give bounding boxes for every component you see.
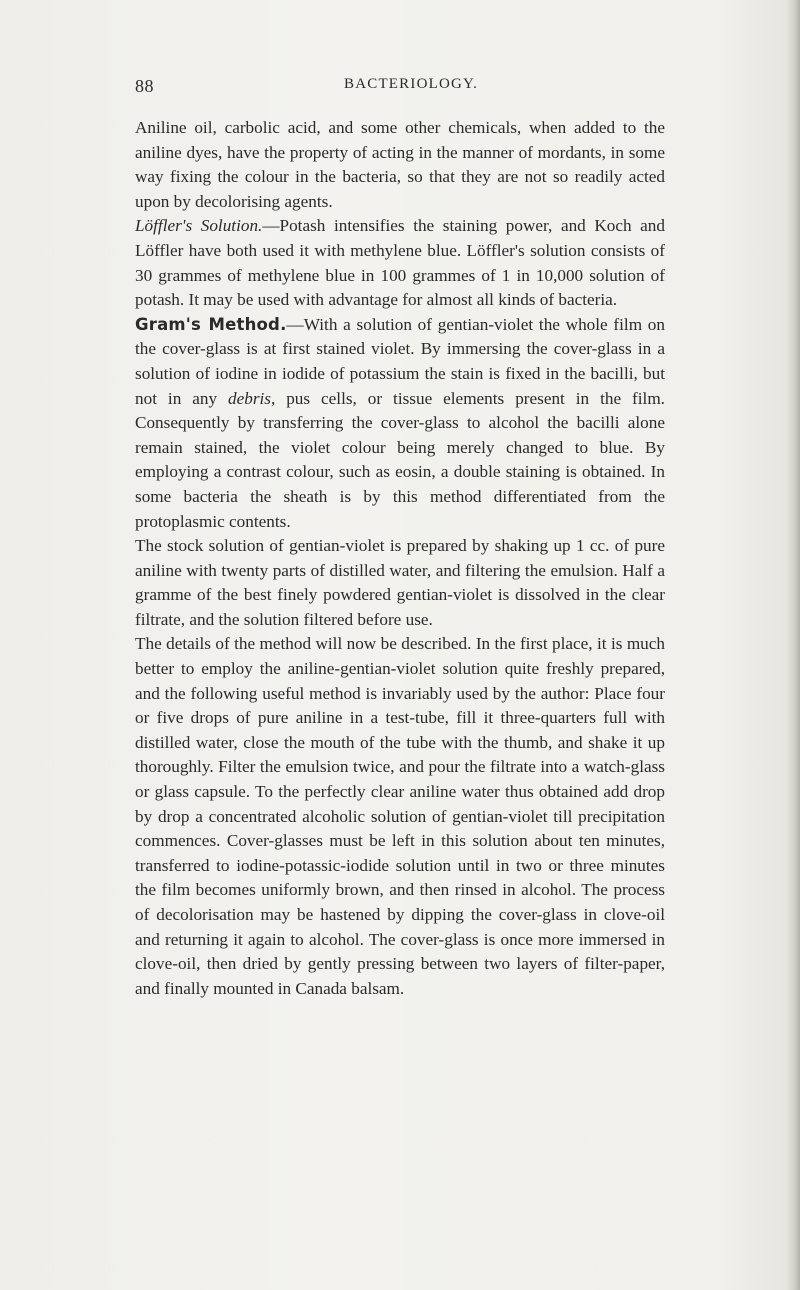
paragraph-gram xyxy=(135,313,665,534)
running-title: BACTERIOLOGY. xyxy=(344,76,479,92)
paragraph-mordants-text: Aniline oil, carbolic acid, and some other chemicals, when added to the aniline dyes, have the property of acting in the manner of mordants, in some way fixing the colour in the bacteria, so that they are not so readily acted upon by decolorising agents. xyxy=(135,118,665,211)
paragraph-method-details-text: The details of the method will now be described. In the first place, it is much better to employ the aniline-gentian-violet solution quite freshly prepared, and the following useful method is invariably used by the author: Place four or five drops of pure aniline in a test-tube, fill it three-quarters full with distilled water, close the mouth of the tube with the thumb, and shake it up thoroughly. Filter the emulsion twice, and pour the filtrate into a watch-glass or glass capsule. To the perfectly clear aniline water thus obtained add drop by drop a concentrated alcoholic solution of gentian-violet till precipitation commences. Cover-glasses must be left in this solution about ten minutes, transferred to iodine-potassic-iodide solution until in two or three minutes the film becomes uniformly brown, and then rinsed in alcohol. The process of decolorisation may be hastened by dipping the cover-glass in clove-oil and returning it again to alcohol. The cover-glass is once more immersed in clove-oil, then dried by gently pressing between two layers of filter-paper, and finally mounted in Canada balsam. xyxy=(135,634,665,998)
paragraph-method-details xyxy=(135,632,665,1001)
paragraph-loffler xyxy=(135,214,665,312)
page-edge-shadow xyxy=(786,0,800,1290)
body-text xyxy=(135,116,665,1001)
paragraph-mordants xyxy=(135,116,665,214)
paragraph-stock-solution xyxy=(135,534,665,632)
paragraph-stock-solution-text: The stock solution of gentian-violet is prepared by shaking up 1 cc. of pure aniline with twenty parts of distilled water, and filtering the emulsion. Half a gramme of the best finely powdered gentian-violet is dissolved in the clear filtrate, and the solution filtered before use. xyxy=(135,536,665,629)
loffler-solution-heading: Löffler's Solution. xyxy=(135,216,263,236)
gram-method-heading: Gram's Method. xyxy=(135,314,287,334)
debris-italic: debris xyxy=(228,388,271,408)
paragraph-loffler-text: —Potash intensifies the staining power, and Koch and Löffler have both used it with methylene blue. Löffler's solution consists of 30 grammes of methylene blue in 100 grammes of 1 in 10,000 solution of potash. It may be used with advantage for almost all kinds of bacteria. xyxy=(135,216,665,310)
paragraph-gram-text-a: —With a solution of gentian-violet the whole film on the cover-glass is at first stained violet. By immersing the cover-glass in a solution of iodine in iodide of potassium the stain is fixed in the bacilli, but not in any xyxy=(135,314,665,408)
page-number: 88 xyxy=(135,76,154,96)
paragraph-gram-text-b: , pus cells, or tissue elements present in the film. Consequently by transferring the cover-glass to alcohol the bacilli alone remain stained, the violet colour being merely changed to blue. By employing a contrast colour, such as eosin, a double staining is obtained. In some bacteria the sheath is by this method differentiated from the protoplasmic contents. xyxy=(135,388,665,531)
running-head xyxy=(0,76,800,100)
